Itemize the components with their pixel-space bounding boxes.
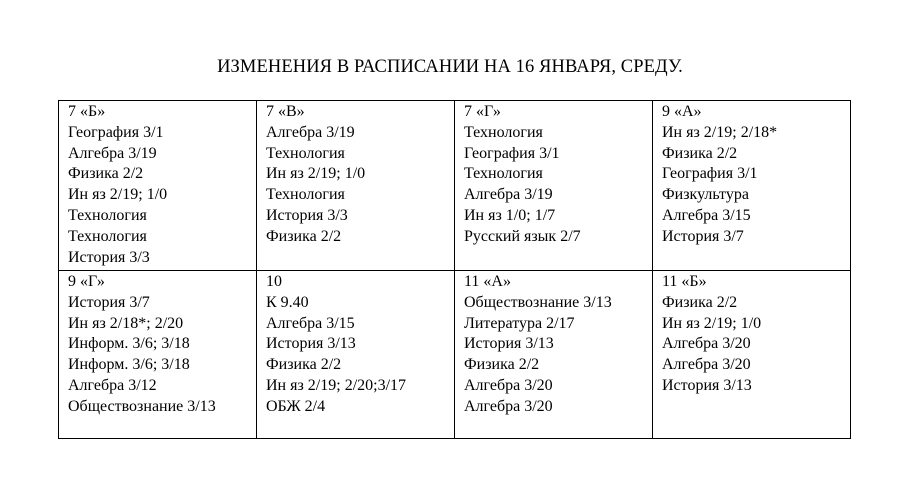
class-name: 7 «Б» bbox=[68, 103, 106, 120]
lesson: История 3/13 bbox=[464, 335, 554, 353]
lesson: Технология bbox=[266, 144, 345, 162]
lesson: Ин яз 2/19; 2/18* bbox=[662, 123, 778, 141]
lesson: Алгебра 3/12 bbox=[68, 376, 157, 394]
lesson: Физика 2/2 bbox=[464, 356, 540, 374]
lesson: Алгебра 3/20 bbox=[662, 335, 751, 353]
class-cell-7v bbox=[257, 101, 455, 271]
lesson: Физика 2/2 bbox=[266, 356, 342, 374]
lesson: История 3/3 bbox=[68, 248, 150, 266]
lesson: Алгебра 3/15 bbox=[266, 314, 355, 332]
lesson: Информ. 3/6; 3/18 bbox=[68, 335, 190, 353]
class-cell-7g bbox=[455, 101, 653, 271]
lesson: История 3/13 bbox=[662, 376, 752, 394]
class-name: 7 «В» bbox=[266, 103, 305, 120]
lesson: Ин яз 2/19; 1/0 bbox=[266, 165, 366, 183]
lesson: Алгебра 3/19 bbox=[68, 144, 157, 162]
lesson: Алгебра 3/15 bbox=[662, 206, 751, 224]
lesson: Физика 2/2 bbox=[662, 293, 738, 311]
schedule-table bbox=[58, 100, 851, 439]
lesson: Физика 2/2 bbox=[662, 144, 738, 162]
class-cell-7b bbox=[59, 101, 257, 271]
lesson: Русский язык 2/7 bbox=[464, 227, 581, 245]
lesson: Ин яз 2/19; 1/0 bbox=[68, 186, 168, 204]
class-name: 10 bbox=[266, 273, 282, 290]
lesson: География 3/1 bbox=[464, 144, 560, 162]
schedule-row bbox=[59, 101, 851, 271]
lesson: Ин яз 1/0; 1/7 bbox=[464, 206, 556, 224]
class-cell-11b bbox=[653, 271, 851, 439]
lesson: Ин яз 2/19; 2/20;3/17 bbox=[266, 376, 407, 394]
lesson: История 3/13 bbox=[266, 335, 356, 353]
lesson: Алгебра 3/19 bbox=[464, 186, 553, 204]
lesson: Физика 2/2 bbox=[266, 227, 342, 245]
class-name: 11 «Б» bbox=[662, 273, 707, 290]
lesson: Информ. 3/6; 3/18 bbox=[68, 356, 190, 374]
lesson: История 3/7 bbox=[68, 293, 150, 311]
lesson: Обществознание 3/13 bbox=[464, 293, 612, 311]
schedule-row bbox=[59, 271, 851, 439]
class-cell-11a bbox=[455, 271, 653, 439]
lesson: Технология bbox=[464, 123, 543, 141]
class-cell-10 bbox=[257, 271, 455, 439]
class-name: 9 «А» bbox=[662, 103, 702, 120]
lesson: Технология bbox=[68, 227, 147, 245]
class-name: 9 «Г» bbox=[68, 273, 105, 290]
lesson: Алгебра 3/19 bbox=[266, 123, 355, 141]
lesson: Физкультура bbox=[662, 186, 749, 204]
lesson: География 3/1 bbox=[68, 123, 164, 141]
lesson: Литература 2/17 bbox=[464, 314, 575, 332]
lesson: Алгебра 3/20 bbox=[464, 397, 553, 415]
class-cell-9g bbox=[59, 271, 257, 439]
lesson: География 3/1 bbox=[662, 165, 758, 183]
page-title: ИЗМЕНЕНИЯ В РАСПИСАНИИ НА 16 ЯНВАРЯ, СРЕДУ. bbox=[217, 57, 683, 77]
class-name: 7 «Г» bbox=[464, 103, 501, 120]
class-cell-9a bbox=[653, 101, 851, 271]
lesson: Технология bbox=[68, 206, 147, 224]
lesson: Ин яз 2/19; 1/0 bbox=[662, 314, 762, 332]
lesson: Технология bbox=[266, 186, 345, 204]
lesson: Обществознание 3/13 bbox=[68, 397, 216, 415]
lesson: К 9.40 bbox=[266, 293, 309, 311]
lesson: История 3/7 bbox=[662, 227, 744, 245]
lesson: ОБЖ 2/4 bbox=[266, 397, 326, 415]
lesson: Технология bbox=[464, 165, 543, 183]
lesson: Алгебра 3/20 bbox=[464, 376, 553, 394]
lesson: Физика 2/2 bbox=[68, 165, 144, 183]
class-name: 11 «А» bbox=[464, 273, 511, 290]
lesson: История 3/3 bbox=[266, 206, 348, 224]
lesson: Ин яз 2/18*; 2/20 bbox=[68, 314, 184, 332]
lesson: Алгебра 3/20 bbox=[662, 356, 751, 374]
